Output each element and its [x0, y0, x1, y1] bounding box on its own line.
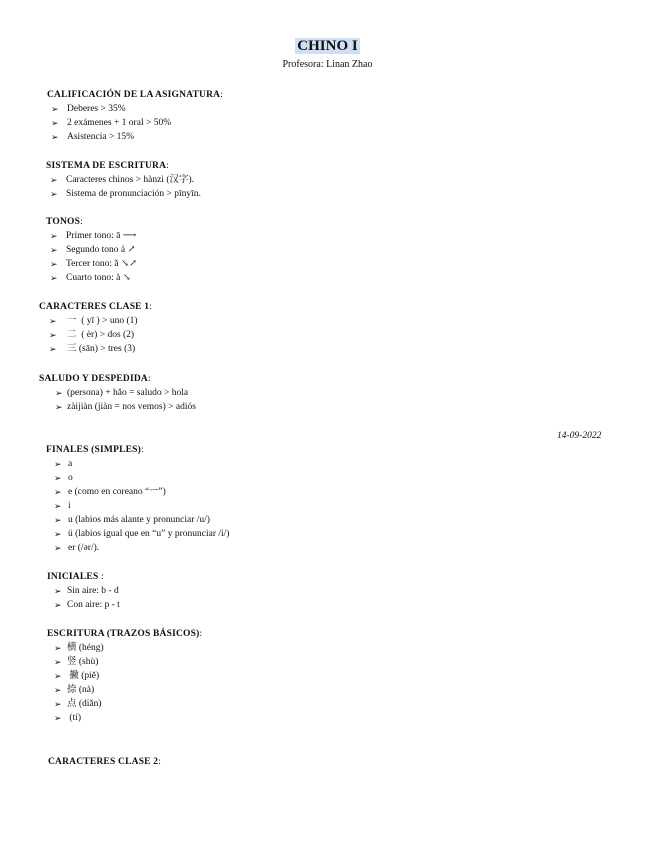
list-item — [39, 342, 152, 356]
heading-colon: : — [220, 90, 224, 100]
list-item — [46, 229, 137, 243]
arrow-bullet-icon: ➢ — [54, 501, 62, 511]
heading-colon: : — [98, 572, 104, 582]
list-item — [46, 457, 229, 471]
arrow-bullet-icon: ➢ — [50, 189, 58, 199]
list-item-text: ü (labios igual que en “u” y pronunciar /i/) — [68, 529, 230, 539]
arrow-bullet-icon: ➢ — [54, 459, 62, 469]
heading-text: TONOS — [46, 217, 81, 227]
arrow-bullet-icon: ➢ — [50, 231, 58, 241]
arrow-bullet-icon: ➢ — [54, 671, 62, 681]
list-item — [46, 513, 229, 527]
list-item-text: 竖 (shù) — [67, 657, 99, 667]
list-item — [39, 386, 196, 400]
arrow-bullet-icon: ➢ — [50, 175, 58, 185]
arrow-bullet-icon: ➢ — [55, 402, 63, 412]
bullet-list — [47, 102, 223, 144]
list-item-text: Sistema de pronunciación > pīnyīn. — [66, 189, 201, 199]
section-heading — [47, 570, 120, 584]
section-heading — [46, 159, 201, 173]
heading-text: ESCRITURA (TRAZOS BÁSICOS) — [47, 629, 200, 639]
heading-colon: : — [149, 302, 153, 312]
bullet-list — [46, 457, 229, 555]
list-item — [47, 669, 202, 683]
list-item — [47, 130, 223, 144]
date-label: 14-09-2022 — [557, 431, 602, 441]
section-caracteres-clase-2 — [48, 755, 161, 769]
list-item — [47, 598, 120, 612]
heading-text: CALIFICACIÓN DE LA ASIGNATURA — [47, 90, 221, 100]
arrow-bullet-icon: ➢ — [54, 643, 62, 653]
list-item — [39, 328, 152, 342]
bullet-list — [46, 173, 201, 201]
list-item-text: Primer tono: ā ⟶ — [66, 231, 137, 241]
list-item-text: Asistencia > 15% — [67, 132, 135, 142]
list-item-text: a — [68, 459, 73, 469]
list-item-text: 二 ( èr) > dos (2) — [67, 330, 135, 340]
list-item-text: Caracteres chinos > hànzì (汉字). — [66, 175, 195, 185]
arrow-bullet-icon: ➢ — [54, 600, 62, 610]
list-item-text: 一 ( yī ) > uno (1) — [67, 316, 138, 326]
document-title-text: CHINO I — [297, 38, 358, 54]
arrow-bullet-icon: ➢ — [54, 586, 62, 596]
arrow-bullet-icon: ➢ — [51, 132, 59, 142]
arrow-bullet-icon: ➢ — [50, 259, 58, 269]
section-heading — [48, 755, 161, 769]
section-tonos — [46, 215, 137, 285]
heading-text: CARACTERES CLASE 1 — [39, 302, 150, 312]
list-item — [47, 641, 202, 655]
list-item-text: o — [68, 473, 73, 483]
section-heading — [46, 215, 137, 229]
section-finales — [46, 443, 229, 555]
list-item-text: Segundo tono á ↗ — [66, 245, 136, 255]
arrow-bullet-icon: ➢ — [50, 273, 58, 283]
list-item-text: Con aire: p - t — [67, 600, 120, 610]
arrow-bullet-icon: ➢ — [54, 543, 62, 553]
list-item-text: Deberes > 35% — [67, 104, 126, 114]
section-caracteres-clase-1 — [39, 300, 152, 356]
arrow-bullet-icon: ➢ — [54, 699, 62, 709]
document-subtitle: Profesora: Linan Zhao — [282, 59, 373, 70]
list-item — [39, 400, 196, 414]
list-item-text: (persona) + hǎo = saludo > hola — [67, 388, 189, 398]
heading-colon: : — [80, 217, 83, 227]
section-saludo-despedida — [39, 372, 196, 414]
heading-text: FINALES (SIMPLES) — [46, 445, 141, 455]
list-item — [46, 485, 229, 499]
arrow-bullet-icon: ➢ — [54, 473, 62, 483]
list-item — [47, 711, 202, 725]
list-item-text: 撇 (piě) — [67, 671, 100, 681]
arrow-bullet-icon: ➢ — [54, 529, 62, 539]
heading-text: CARACTERES CLASE 2 — [48, 757, 159, 767]
arrow-bullet-icon: ➢ — [54, 487, 62, 497]
section-heading — [46, 443, 229, 457]
arrow-bullet-icon: ➢ — [54, 657, 62, 667]
bullet-list — [47, 584, 120, 612]
list-item — [46, 527, 229, 541]
list-item-text: 点 (diǎn) — [67, 699, 102, 709]
list-item-text: 三 (sān) > tres (3) — [67, 344, 136, 354]
arrow-bullet-icon: ➢ — [49, 344, 57, 354]
heading-text: INICIALES — [47, 572, 99, 582]
document-title — [0, 37, 655, 55]
arrow-bullet-icon: ➢ — [51, 104, 59, 114]
list-item-text: u (labios más alante y pronunciar /u/) — [68, 515, 210, 525]
section-iniciales — [47, 570, 120, 612]
heading-text: SALUDO Y DESPEDIDA — [39, 374, 148, 384]
list-item — [47, 116, 223, 130]
section-heading — [47, 627, 202, 641]
bullet-list — [47, 641, 202, 725]
arrow-bullet-icon: ➢ — [49, 330, 57, 340]
list-item-text: Sin aire: b - d — [67, 586, 119, 596]
list-item — [46, 173, 201, 187]
section-trazos-basicos — [47, 627, 202, 725]
heading-text: SISTEMA DE ESCRITURA — [46, 161, 167, 171]
section-heading — [39, 372, 196, 386]
heading-colon: : — [141, 445, 144, 455]
list-item — [39, 314, 152, 328]
arrow-bullet-icon: ➢ — [49, 316, 57, 326]
heading-colon: : — [158, 757, 162, 767]
list-item-text: i — [68, 501, 71, 511]
list-item-text: e (como en coreano “ㅡ”) — [68, 487, 166, 497]
list-item — [47, 683, 202, 697]
section-calificacion — [47, 88, 223, 144]
heading-colon: : — [199, 629, 203, 639]
list-item-text: 2 exámenes + 1 oral > 50% — [67, 118, 172, 128]
heading-colon: : — [166, 161, 169, 171]
bullet-list — [39, 386, 196, 414]
list-item-text: er (/ər/). — [68, 543, 100, 553]
list-item — [46, 499, 229, 513]
list-item — [47, 655, 202, 669]
arrow-bullet-icon: ➢ — [55, 388, 63, 398]
list-item-text: Tercer tono: ǎ ↘↗ — [66, 259, 137, 269]
list-item — [46, 187, 201, 201]
arrow-bullet-icon: ➢ — [51, 118, 59, 128]
list-item — [46, 471, 229, 485]
list-item — [46, 243, 137, 257]
bullet-list — [46, 229, 137, 285]
list-item — [46, 271, 137, 285]
list-item — [47, 102, 223, 116]
list-item-text: (tí) — [67, 713, 81, 723]
arrow-bullet-icon: ➢ — [54, 713, 62, 723]
section-heading — [47, 88, 223, 102]
list-item — [47, 584, 120, 598]
list-item-text: 捺 (nà) — [67, 685, 95, 695]
section-sistema-escritura — [46, 159, 201, 201]
arrow-bullet-icon: ➢ — [50, 245, 58, 255]
heading-colon: : — [148, 374, 151, 384]
list-item-text: zàijiàn (jiàn = nos vemos) > adiós — [67, 402, 196, 412]
list-item — [46, 257, 137, 271]
section-heading — [39, 300, 152, 314]
list-item — [47, 697, 202, 711]
arrow-bullet-icon: ➢ — [54, 685, 62, 695]
list-item-text: 横 (héng) — [67, 643, 104, 653]
bullet-list — [39, 314, 152, 356]
arrow-bullet-icon: ➢ — [54, 515, 62, 525]
list-item — [46, 541, 229, 555]
list-item-text: Cuarto tono: à ↘ — [66, 273, 131, 283]
